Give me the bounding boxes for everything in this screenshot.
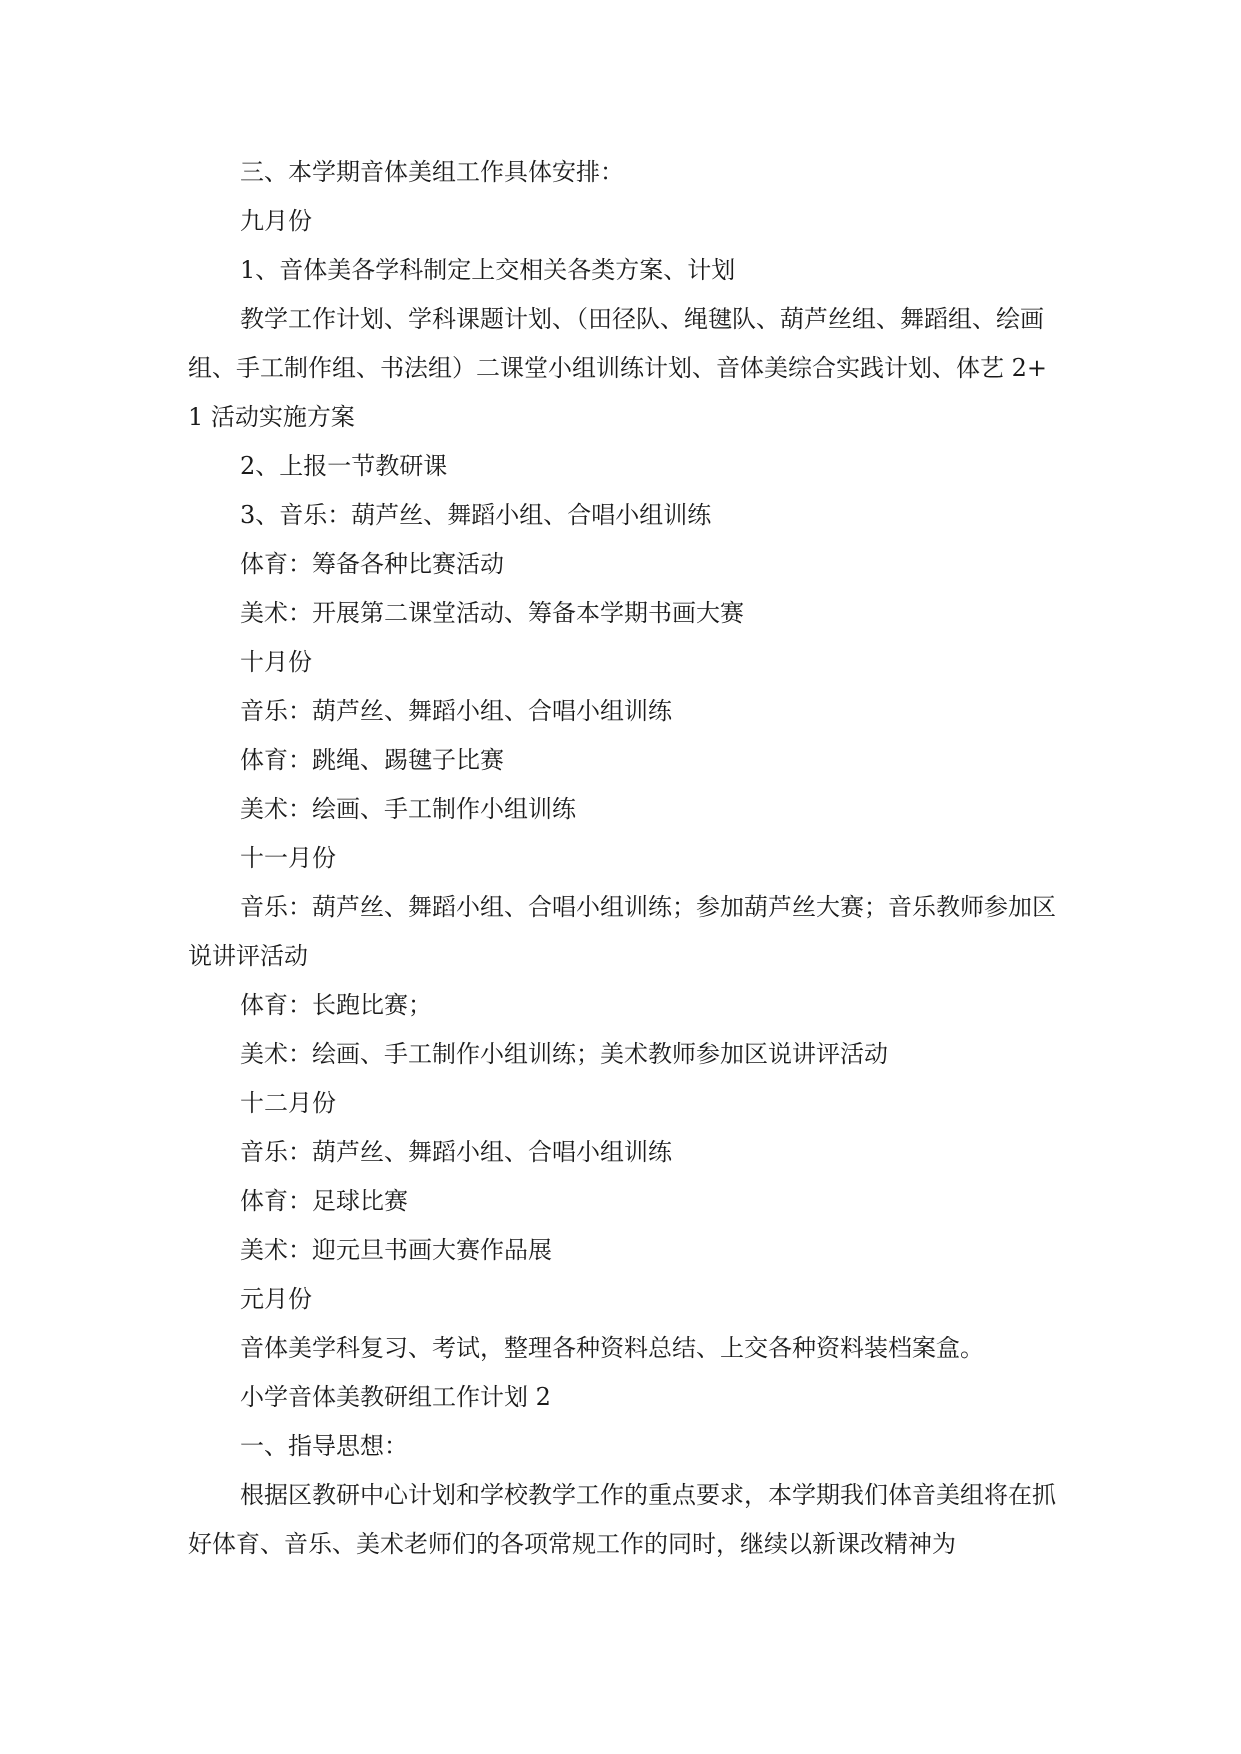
- list-item: 1、音体美各学科制定上交相关各类方案、计划: [240, 256, 736, 284]
- list-item: 体育：跳绳、踢毽子比赛: [240, 746, 504, 774]
- month-heading-october: 十月份: [240, 648, 312, 676]
- list-item: 音乐：葫芦丝、舞蹈小组、合唱小组训练: [240, 1138, 672, 1166]
- list-item: 2、上报一节教研课: [240, 452, 448, 480]
- list-item: 美术：绘画、手工制作小组训练；美术教师参加区说讲评活动: [240, 1040, 888, 1068]
- list-item: 3、音乐：葫芦丝、舞蹈小组、合唱小组训练: [240, 501, 712, 529]
- paragraph: 音体美学科复习、考试，整理各种资料总结、上交各种资料装档案盒。: [240, 1334, 984, 1362]
- month-heading-september: 九月份: [240, 207, 312, 235]
- paragraph: 教学工作计划、学科课题计划、（田径队、绳毽队、葫芦丝组、舞蹈组、绘画组、手工制作组、书法组）二课堂小组训练计划、音体美综合实践计划、体艺 2+1 活动实施方案: [188, 305, 1048, 431]
- paragraph: 根据区教研中心计划和学校教学工作的重点要求，本学期我们体音美组将在抓好体育、音乐、美术老师们的各项常规工作的同时，继续以新课改精神为: [188, 1481, 1056, 1558]
- list-item: 体育：筹备各种比赛活动: [240, 550, 504, 578]
- section-heading: 三、本学期音体美组工作具体安排：: [240, 158, 624, 186]
- plan-title: 小学音体美教研组工作计划 2: [240, 1383, 551, 1411]
- section-heading: 一、指导思想：: [240, 1432, 408, 1460]
- list-item: 美术：迎元旦书画大赛作品展: [240, 1236, 552, 1264]
- list-item: 体育：足球比赛: [240, 1187, 408, 1215]
- month-heading-november: 十一月份: [240, 844, 336, 872]
- document-body: [188, 148, 1060, 1569]
- list-item: 体育：长跑比赛；: [240, 991, 432, 1019]
- list-item: 音乐：葫芦丝、舞蹈小组、合唱小组训练；参加葫芦丝大赛；音乐教师参加区说讲评活动: [188, 893, 1056, 970]
- list-item: 美术：绘画、手工制作小组训练: [240, 795, 576, 823]
- month-heading-december: 十二月份: [240, 1089, 336, 1117]
- month-heading-january: 元月份: [240, 1285, 312, 1313]
- list-item: 音乐：葫芦丝、舞蹈小组、合唱小组训练: [240, 697, 672, 725]
- list-item: 美术：开展第二课堂活动、筹备本学期书画大赛: [240, 599, 744, 627]
